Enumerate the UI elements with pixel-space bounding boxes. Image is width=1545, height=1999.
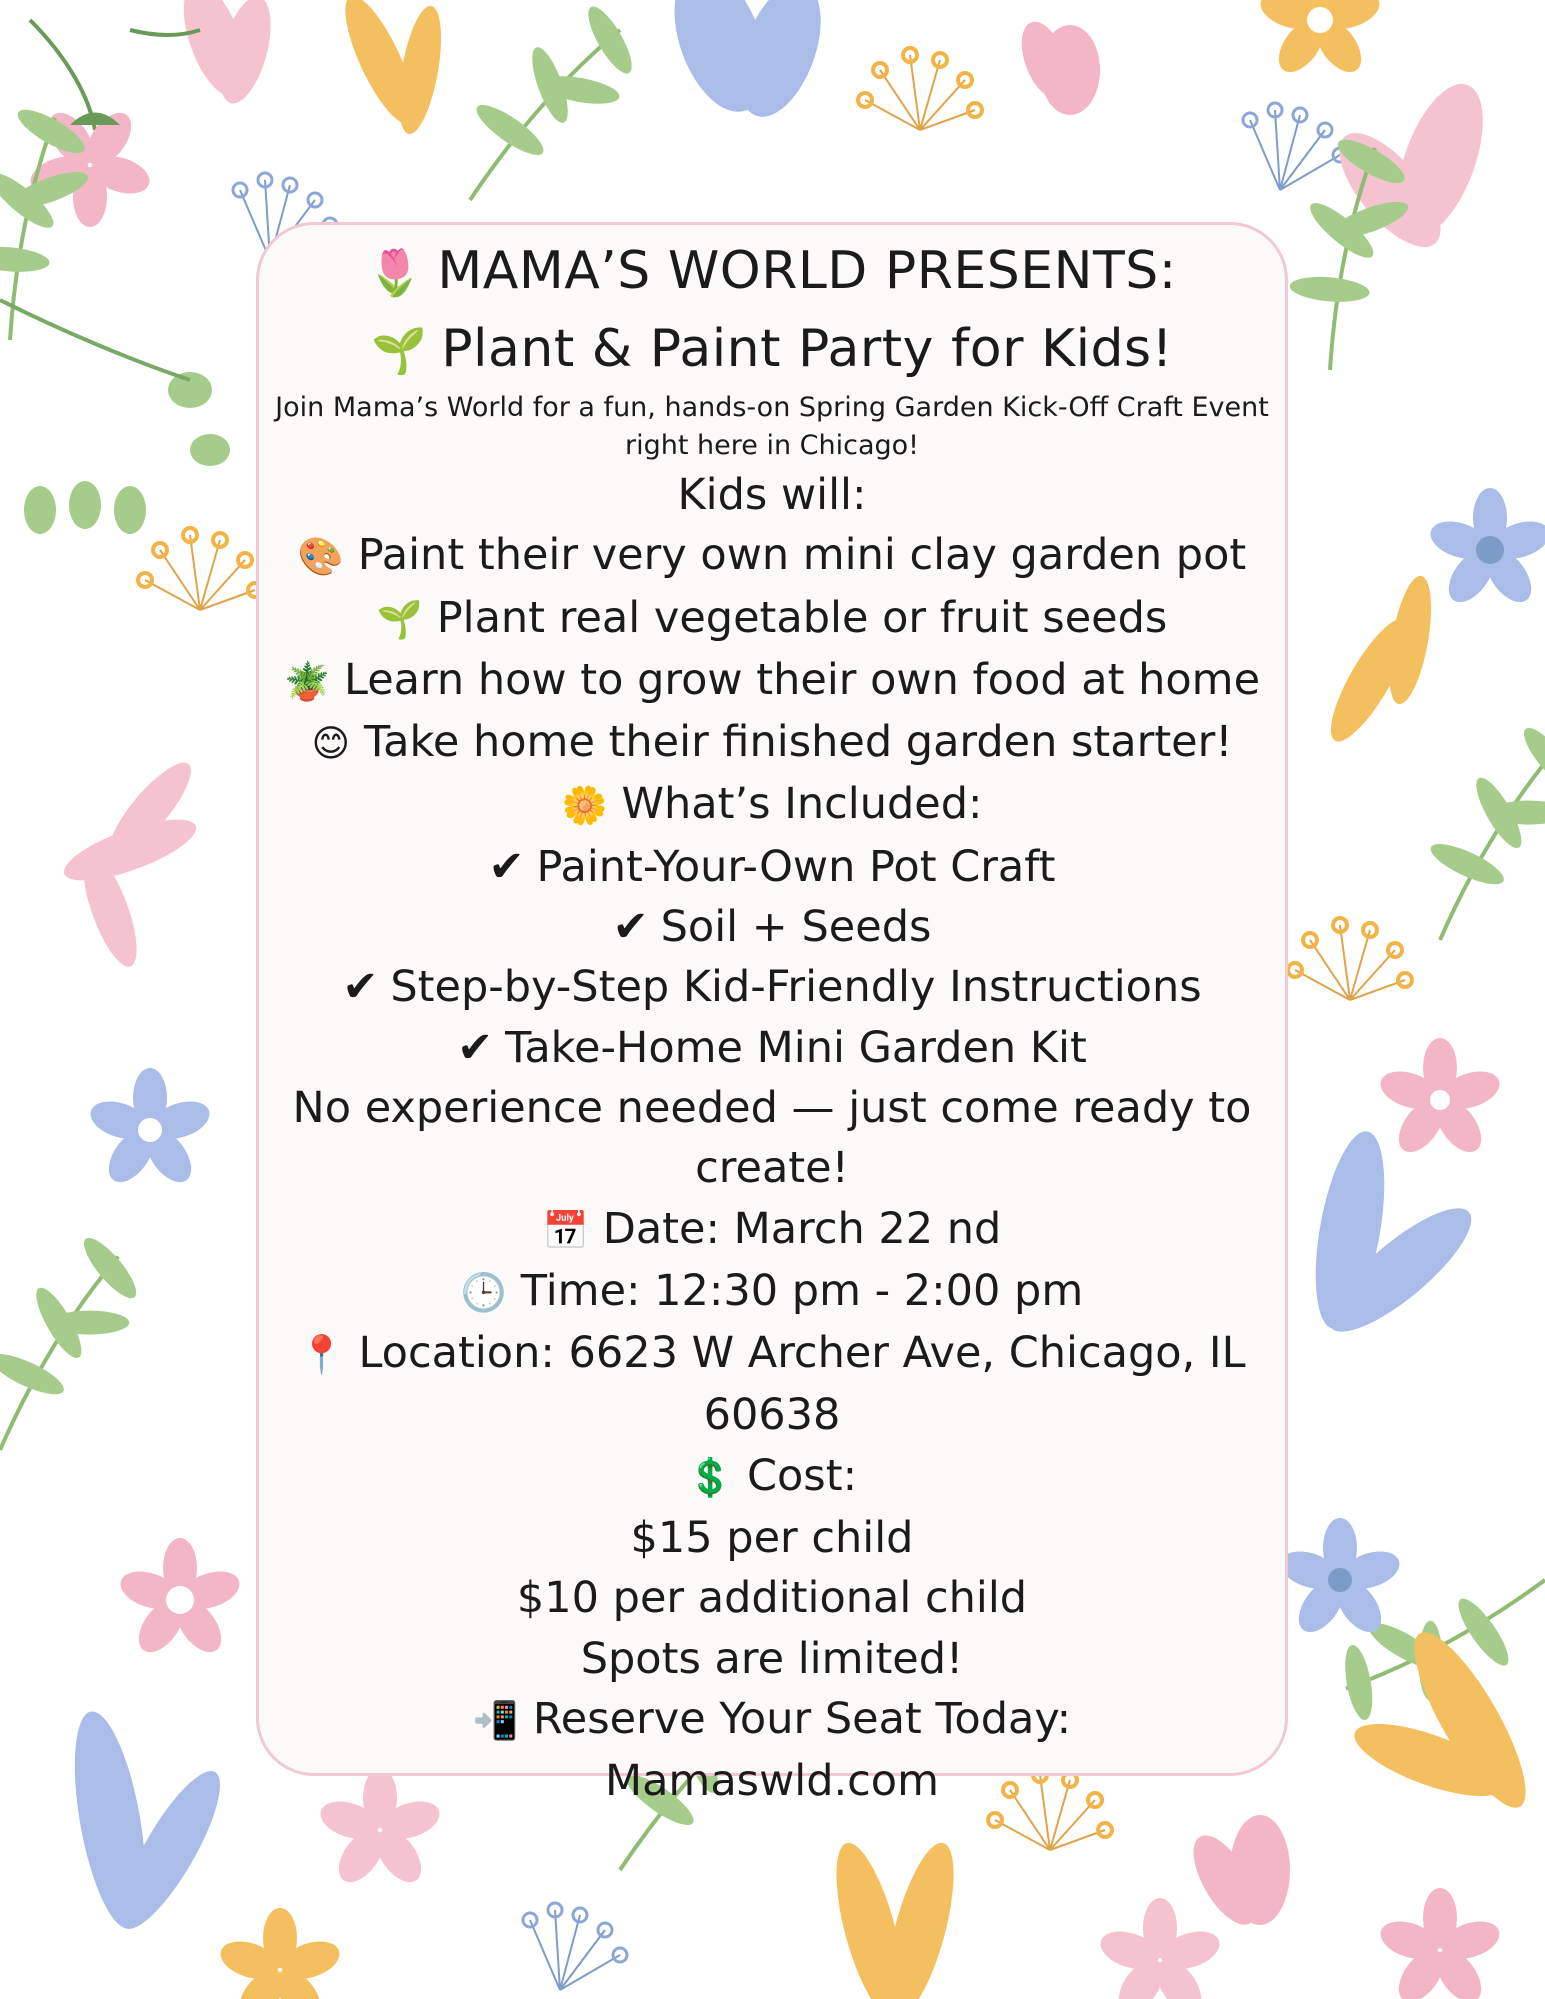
activity-item [259, 650, 1285, 712]
activity-item [259, 588, 1285, 650]
included-item-text: Paint-Your-Own Pot Craft [536, 841, 1056, 892]
event-date [259, 1199, 1285, 1261]
included-heading [259, 774, 1285, 836]
cost-additional: $10 per additional child [516, 1573, 1028, 1624]
event-card [256, 222, 1288, 1807]
check-icon: ✔ [488, 841, 525, 892]
included-item-text: Step-by-Step Kid-Friendly Instructions [390, 962, 1202, 1013]
reserve-label [259, 1689, 1285, 1751]
potted-plant-icon: 🪴 [283, 659, 330, 703]
included-item [259, 837, 1285, 897]
event-location-zip: 60638 [703, 1390, 841, 1441]
event-time-text: Time: 12:30 pm - 2:00 pm [520, 1265, 1084, 1316]
activity-item-text: Plant real vegetable or fruit seeds [436, 592, 1168, 643]
title-line-2 [259, 311, 1285, 389]
title-line-1 [259, 233, 1285, 311]
website-link[interactable]: Mamaswld.com [604, 1756, 939, 1807]
activity-item [259, 525, 1285, 587]
reserve-label-text: Reserve Your Seat Today: [532, 1693, 1072, 1744]
included-item [259, 957, 1285, 1017]
title-line-2-text: Plant & Paint Party for Kids! [441, 319, 1173, 379]
calendar-icon: 📅 [542, 1208, 589, 1252]
cost-heading [259, 1446, 1285, 1508]
event-date-text: Date: March 22 nd [602, 1203, 1002, 1254]
check-icon: ✔ [457, 1022, 494, 1073]
event-time [259, 1261, 1285, 1323]
included-item-text: Soil + Seeds [660, 902, 932, 953]
intro-text: Join Mama’s World for a fun, hands-on Spring Garden Kick-Off Craft Event right here in Chicago! [275, 392, 1269, 461]
phone-icon: 📲 [472, 1698, 519, 1742]
activity-item [259, 712, 1285, 774]
note-line-2: create! [695, 1143, 849, 1194]
seedling-icon: 🌱 [371, 324, 428, 377]
event-location-text: Location: 6623 W Archer Ave, Chicago, IL [358, 1328, 1246, 1379]
note-line-1: No experience needed — just come ready to [292, 1082, 1252, 1133]
clock-icon: 🕒 [460, 1270, 507, 1314]
activity-item-text: Learn how to grow their own food at home [344, 654, 1261, 705]
included-heading-text: What’s Included: [621, 779, 983, 830]
included-item-text: Take-Home Mini Garden Kit [505, 1022, 1087, 1073]
activity-item-text: Paint their very own mini clay garden pot [357, 530, 1247, 581]
included-item [259, 897, 1285, 957]
dollar-icon: 💲 [686, 1455, 733, 1499]
cost-per-child: $15 per child [630, 1513, 914, 1564]
smile-icon: 😊 [311, 722, 350, 766]
title-line-1-text: MAMA’S WORLD PRESENTS: [437, 241, 1177, 301]
pin-icon: 📍 [298, 1333, 345, 1377]
activity-item-text: Take home their finished garden starter! [364, 717, 1233, 768]
check-icon: ✔ [342, 962, 379, 1013]
seedling-icon: 🌱 [376, 597, 423, 641]
palette-icon: 🎨 [297, 535, 344, 579]
activities-heading: Kids will: [677, 470, 867, 520]
check-icon: ✔ [612, 902, 649, 953]
event-location [259, 1323, 1285, 1385]
included-item [259, 1018, 1285, 1078]
tulip-icon: 🌷 [367, 246, 424, 299]
spots-limited: Spots are limited! [580, 1633, 964, 1684]
daisy-icon: 🌼 [561, 784, 608, 828]
cost-heading-text: Cost: [746, 1450, 858, 1501]
